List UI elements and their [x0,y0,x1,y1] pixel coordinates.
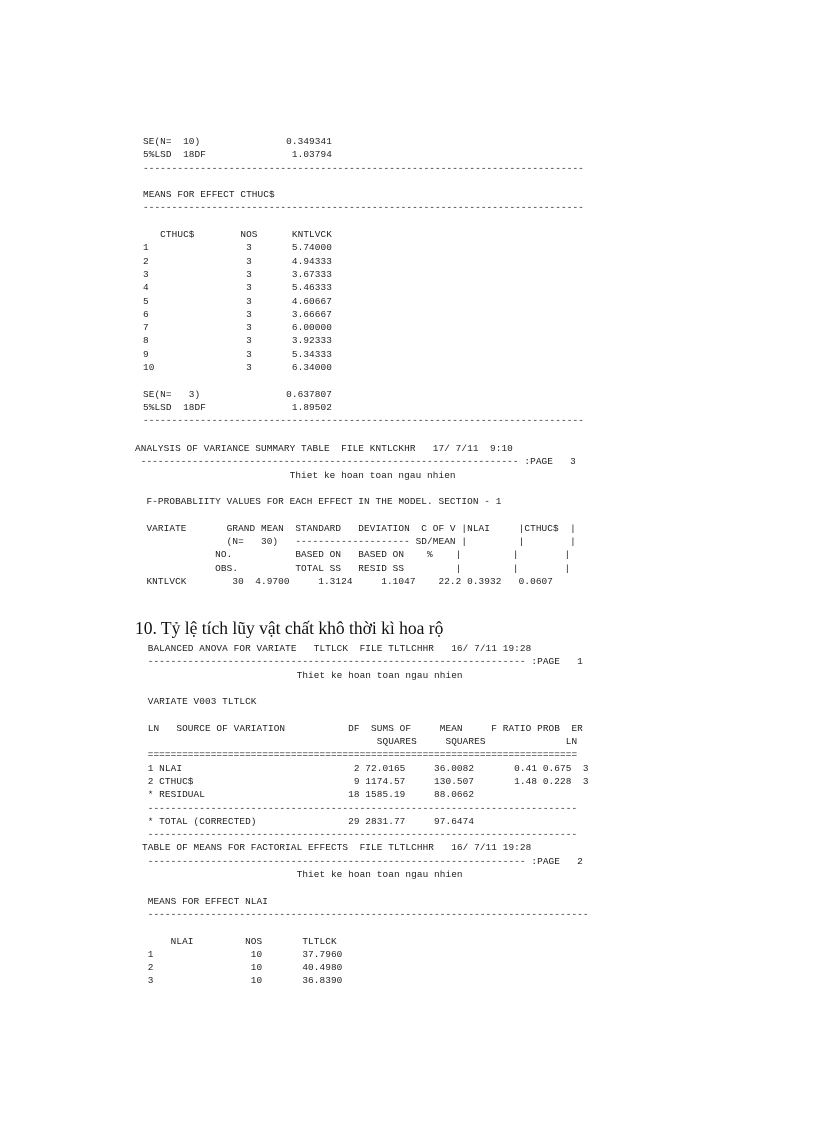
text-line: Thiet ke hoan toan ngau nhien [142,669,463,681]
text-line: F-PROBABLIITY VALUES FOR EACH EFFECT IN THE MODEL. SECTION - 1 [135,496,502,508]
text-line: SE(N= 3) 0.637807 [143,388,332,400]
text-line: ------------------------------------------------------------------ :PAGE 2 [142,855,583,867]
text-line: 5%LSD 18DF 1.89502 [143,401,332,413]
text-line: --------------------------------------------------------------------------- [142,829,578,841]
text-line: SE(N= 10) 0.349341 [143,136,332,147]
text-line: 5%LSD 18DF 1.03794 [143,149,332,161]
text-line: =========================================================================== [142,749,578,761]
text-line: VARIATE GRAND MEAN STANDARD DEVIATION C OF V |NLAI |CTHUC$ | [135,522,576,534]
text-line: CTHUC$ NOS KNTLVCK [143,229,332,241]
text-line: Thiet ke hoan toan ngau nhien [135,469,456,481]
text-line: ANALYSIS OF VARIANCE SUMMARY TABLE FILE KNTLCKHR 17/ 7/11 9:10 [135,443,513,454]
text-line: 2 CTHUC$ 9 1174.57 130.507 1.48 0.228 3 [142,775,589,787]
text-line: NLAI NOS TLTLCK [142,935,337,947]
text-line: BALANCED ANOVA FOR VARIATE TLTLCK FILE TLTLCHHR 16/ 7/11 19:28 [142,643,532,654]
text-line: KNTLVCK 30 4.9700 1.3124 1.1047 22.2 0.3932 0.0607 [135,575,553,587]
text-line: ------------------------------------------------------------------ :PAGE 1 [142,656,583,668]
text-line: MEANS FOR EFFECT NLAI [142,895,268,907]
text-line: Thiet ke hoan toan ngau nhien [142,869,463,881]
text-line: SQUARES SQUARES LN [142,736,578,748]
text-line: MEANS FOR EFFECT CTHUC$ [143,189,275,201]
text-line: 7 3 6.00000 [143,322,332,334]
text-line: VARIATE V003 TLTLCK [142,696,257,708]
text-line: NO. BASED ON BASED ON % | | | [135,549,571,561]
text-line: ----------------------------------------------------------------------------- [142,908,589,920]
text-line: * TOTAL (CORRECTED) 29 2831.77 97.6474 [142,815,475,827]
section-heading: 10. Tỷ lệ tích lũy vật chất khô thời kì hoa rộ [135,618,444,638]
text-line: 4 3 5.46333 [143,282,332,294]
text-line: TABLE OF MEANS FOR FACTORIAL EFFECTS FILE TLTLCHHR 16/ 7/11 19:28 [142,842,532,854]
text-line: ----------------------------------------------------------------------------- [143,415,584,427]
text-line: OBS. TOTAL SS RESID SS | | | [135,562,571,574]
text-line: 2 10 40.4980 [142,962,343,974]
anova-summary-block [135,442,576,588]
text-line: 2 3 4.94333 [143,255,332,267]
text-line: 3 3 3.67333 [143,268,332,280]
text-line: ------------------------------------------------------------------ :PAGE 3 [135,456,576,468]
text-line: 9 3 5.34333 [143,348,332,360]
text-line: 1 NLAI 2 72.0165 36.0082 0.41 0.675 3 [142,762,589,774]
text-line: 10 3 6.34000 [143,362,332,374]
text-line: ----------------------------------------------------------------------------- [143,202,584,214]
text-line: --------------------------------------------------------------------------- [142,802,578,814]
text-line: 6 3 3.66667 [143,308,332,320]
means-block-cthuc [143,135,584,428]
text-line: 3 10 36.8390 [142,975,343,987]
text-line: 5 3 4.60667 [143,295,332,307]
text-line: 8 3 3.92333 [143,335,332,347]
text-line: * RESIDUAL 18 1585.19 88.0662 [142,789,475,801]
text-line: 1 3 5.74000 [143,242,332,254]
text-line: LN SOURCE OF VARIATION DF SUMS OF MEAN F RATIO PROB ER [142,722,583,734]
text-line: ----------------------------------------------------------------------------- [143,162,584,174]
balanced-anova-block [142,642,589,988]
text-line: (N= 30) -------------------- SD/MEAN | | | [135,536,576,548]
text-line: 1 10 37.7960 [142,948,343,960]
